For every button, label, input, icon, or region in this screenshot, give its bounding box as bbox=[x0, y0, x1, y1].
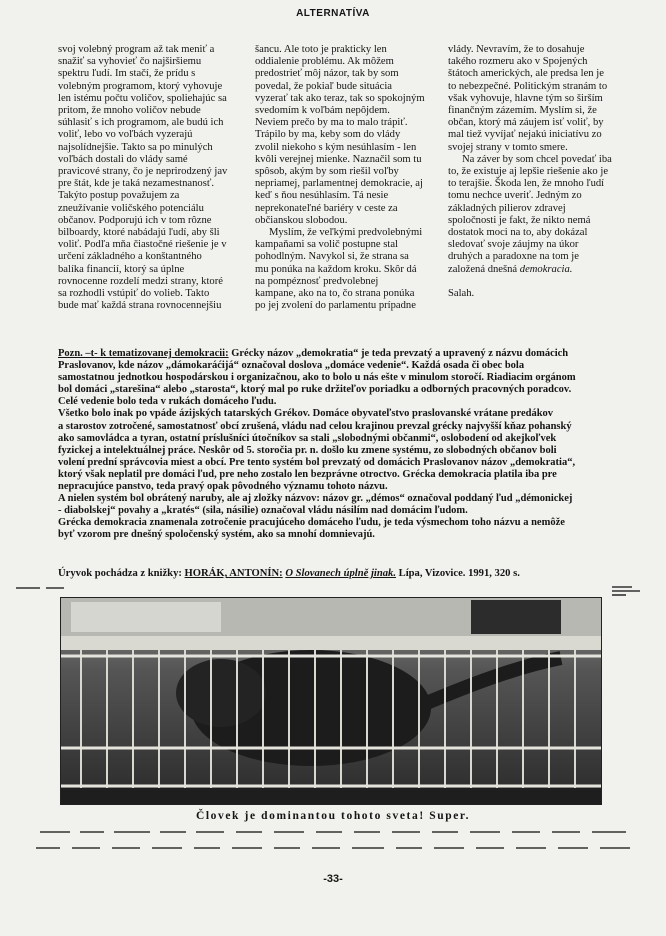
text-line: určení základného a konštantného bbox=[58, 251, 202, 263]
photo-caged-animal bbox=[60, 597, 602, 805]
paragraph bbox=[58, 44, 236, 312]
dashed-divider-bottom-2 bbox=[0, 842, 666, 856]
italic-word: demokracia. bbox=[519, 263, 573, 275]
text-line: sledovať svoje záujmy na úkor bbox=[448, 239, 579, 251]
text-line: mal tiež vyvíjať nejakú iniciatívu zo bbox=[448, 129, 602, 141]
text-line: pritom, že mnoho voličov nebude bbox=[58, 105, 201, 117]
text-line: šancu. Ale toto je prakticky len bbox=[255, 44, 387, 55]
text-line: zneužívanie voličského potenciálu bbox=[58, 202, 204, 214]
text-line: volebným programom, ktorý vyhovuje bbox=[58, 80, 223, 92]
text-line: tomu nechce uveriť. Jedným zo bbox=[448, 190, 582, 202]
text-line: to nebezpečné. Politickým stranám to bbox=[448, 80, 608, 92]
paragraph bbox=[255, 227, 433, 312]
text-line: Neviem prečo by ma to malo trápiť. bbox=[255, 117, 408, 129]
text-line: sa rozhodli vstúpiť do volieb. Takto bbox=[58, 288, 210, 300]
source-title: O Slovanech úplně jinak. bbox=[285, 568, 396, 579]
text-line: balíka financií, ktorý sa úplne bbox=[58, 263, 185, 275]
text-line: štátoch amerických, ale predsa len je bbox=[448, 68, 604, 80]
note-line: samostatnou jednotkou hospodárskou i organizačnou, ako to bolo u nás ešte v minulom storočí. Riadiacim orgánom bbox=[58, 372, 576, 384]
note-line: nepracujúce panstvo, teda pravý opak pôvodného významu tohoto názvu. bbox=[58, 481, 388, 493]
paragraph bbox=[255, 44, 433, 227]
text-line: spektru ľudí. Im stačí, že prídu s bbox=[58, 68, 196, 80]
text-line: na pompéznosť predvolebnej bbox=[255, 275, 379, 287]
text-line: takého rozmeru ako v Spojených bbox=[448, 56, 588, 68]
text-line: najsolídnejšie. Takto sa po minulých bbox=[58, 141, 213, 153]
dashed-divider-bottom-1 bbox=[0, 826, 666, 840]
text-line: druhých a paradoxne na tom je bbox=[448, 251, 579, 263]
source-citation bbox=[58, 568, 634, 579]
note-line: volení prední správcovia miest a obcí. Pre tento systém bol prevzatý od domácich Praslovanov názov „demokratia“, bbox=[58, 456, 576, 468]
note-line: Grécka demokracia znamenala zotročenie pracujúceho domáceho ľudu, je teda výsmechom toho názvu a nemôže bbox=[58, 517, 565, 529]
text-line: voliť, lebo vo voľbách vyzerajú bbox=[58, 129, 193, 141]
note-line: fyzickej a intelektuálnej práce. Neskôr od 5. storočia pr. n. došlo ku zmene systému, zo slobodných občanov boli bbox=[58, 444, 557, 456]
text-line: to terajšie. Škoda len, že mnoho ľudí bbox=[448, 178, 605, 190]
text-line: Takýto postup považujem za bbox=[58, 190, 180, 202]
source-publisher: Lípa, Vizovice. 1991, 320 s. bbox=[395, 568, 520, 579]
text-line: Trápilo by ma, keby som do vlády bbox=[255, 129, 401, 141]
cage-photo-image bbox=[61, 598, 601, 804]
text-line: občanov. Podporujú ich v tom rôzne bbox=[58, 214, 212, 226]
note-line: Pozn. –t- k tematizovanej demokracii: Grécky názov „demokratia“ je teda prevzatý a upravený z názvu domácich bbox=[58, 348, 569, 359]
text-line: snažiť sa vyhovieť čo najširšiemu bbox=[58, 56, 202, 68]
text-line: bude mať každá strana rovnocennejšiu bbox=[58, 300, 222, 312]
text-line: svedomím k voľbám nepôjdem. bbox=[255, 105, 390, 117]
text-line: voliť. Podľa mňa čiastočné riešenie je v bbox=[58, 239, 227, 251]
article-column-1 bbox=[58, 44, 236, 312]
text-line: po jej zvolení do parlamentu prípadne bbox=[255, 300, 416, 312]
text-line: finančným zázemím. Myslím si, že bbox=[448, 105, 597, 117]
text-line: predostrieť môj názor, tak by som bbox=[255, 68, 399, 80]
dashed-divider-top bbox=[0, 584, 666, 598]
page-header: ALTERNATÍVA bbox=[296, 8, 370, 19]
text-line: kampane, ako na to, čo strana ponúka bbox=[255, 288, 415, 300]
source-prefix: Úryvok pochádza z knižky: bbox=[58, 568, 185, 579]
note-line: bol domáci „starešina“ alebo „starosta“, ktorý mal po ruke držiteľov poriadku a odborných pracovných poradcov. bbox=[58, 384, 572, 396]
text-line: Salah. bbox=[448, 287, 475, 299]
text-line: dostatok moci na to, aby dokázal bbox=[448, 227, 588, 239]
text-line: svojej strany v tomto smere. bbox=[448, 141, 568, 153]
text-line: rovnocenne rozdelí medzi strany, ktoré bbox=[58, 275, 223, 287]
text-line: súhlasiť s ich programom, ale budú ich bbox=[58, 117, 224, 129]
note-line: Všetko bolo inak po vpáde ázijských tatarských Grékov. Domáce obyvateľstvo praslovanské vrátane predákov bbox=[58, 408, 554, 420]
paragraph bbox=[448, 44, 628, 154]
note-heading: Pozn. –t- k tematizovanej demokracii: bbox=[58, 348, 229, 359]
note-line: a starostov zotročené, samostatnosť obcí zrušená, vládu nad celou krajinou prevzal grécky najvyšší kňaz pohanský bbox=[58, 420, 572, 432]
text-line: kampaňami sa volič postupne stal bbox=[255, 239, 398, 251]
text-line: pohodlným. Navykol si, že strana sa bbox=[255, 251, 409, 263]
text-line: zvolil niekoho s kým nesúhlasím - len bbox=[255, 141, 417, 153]
text-line: spoločnosti je fakt, že nikto nemá bbox=[448, 214, 591, 226]
text-line: občianskou slobodou. bbox=[255, 214, 348, 226]
text-line: základných pilierov zdravej bbox=[448, 202, 566, 214]
article-column-2 bbox=[255, 44, 433, 312]
note-line: ako samovládca a tyran, ostatní príslušníci útočníkov sa stali „slobodnými občanmi“, oslobodení od akejkoľvek bbox=[58, 432, 557, 444]
text-line: mu ponúka na každom kroku. Skôr dá bbox=[255, 263, 417, 275]
article-column-3 bbox=[448, 44, 628, 300]
text-line: kvôli verejnej mienke. Naznačil som tu bbox=[255, 153, 422, 165]
note-line: Celé vedenie bolo teda v rukách domáceho ľudu. bbox=[58, 396, 277, 408]
text-line: Myslím, že veľkými predvolebnými bbox=[269, 227, 423, 239]
photo-caption: Človek je dominantou tohoto sveta! Super. bbox=[195, 810, 471, 822]
text-line: nepriamej, parlamentnej demokracie, aj bbox=[255, 178, 423, 190]
text-line: len istému počtu voličov, spoliehajúc sa bbox=[58, 92, 227, 104]
page-number: -33- bbox=[323, 873, 343, 885]
text-line: neprekonateľné bariéry v ceste za bbox=[255, 202, 398, 214]
paragraph bbox=[448, 154, 628, 276]
note-line: A nielen systém bol obrátený naruby, ale aj zložky názvov: názov gr. „démos“ označoval poddaný ľud „démonickej bbox=[58, 493, 573, 505]
note-line: - diabolskej“ povahy a „kratés“ (sila, násilie) označoval vládu násilím nad domácim ľudom. bbox=[58, 505, 468, 517]
text-line: keď s ňou nesúhlasím. Tá nesie bbox=[255, 190, 389, 202]
editor-note bbox=[58, 348, 634, 542]
text-line: pre štát, kde je taká nezamestnanosť. bbox=[58, 178, 215, 190]
note-line: Praslovanov, kde názov „dámokaráćijá“ označoval doslova „domáce vedenie“. Každá osada či obec bola bbox=[58, 360, 525, 372]
note-line: ktorý však neplatil pre domáci ľud, pre neho zostalo len bezprávne otroctvo. Grécka demokracia platila iba pre bbox=[58, 468, 557, 480]
text-line: Na záver by som chcel povedať iba bbox=[462, 153, 612, 165]
source-author: HORÁK, ANTONÍN: bbox=[184, 568, 283, 579]
text-line: vlády. Nevravím, že to dosahuje bbox=[448, 44, 585, 55]
text-line: svoj volebný program až tak meniť a bbox=[58, 44, 215, 55]
text-line: povedal, že pokiaľ bude situácia bbox=[255, 80, 392, 92]
text-line: však vyhovuje, hlavne tým so širším bbox=[448, 92, 603, 104]
text-line: spôsob, akým by som riešil voľby bbox=[255, 166, 399, 178]
text-line: vyzerať tak ako teraz, tak so spokojným bbox=[255, 92, 425, 104]
text-line: občan, ktorý má záujem isť voliť, by bbox=[448, 117, 604, 129]
text-line: založená dnešná demokracia. bbox=[448, 263, 573, 275]
text-line: to, že existuje aj lepšie riešenie ako je bbox=[448, 166, 609, 178]
paragraph bbox=[448, 288, 628, 300]
text-line: voľbách dostali do vlády samé bbox=[58, 153, 188, 165]
text-line: bilboardy, ktoré nabádajú ľudí, aby šli bbox=[58, 227, 220, 239]
note-line: byť vzorom pre dnešný spoločenský systém, ako sa mnohí domnievajú. bbox=[58, 529, 375, 541]
text-line: oddialenie problému. Ak môžem bbox=[255, 56, 394, 68]
text-line: pravicové strany, čo je neprirodzený jav bbox=[58, 166, 228, 178]
